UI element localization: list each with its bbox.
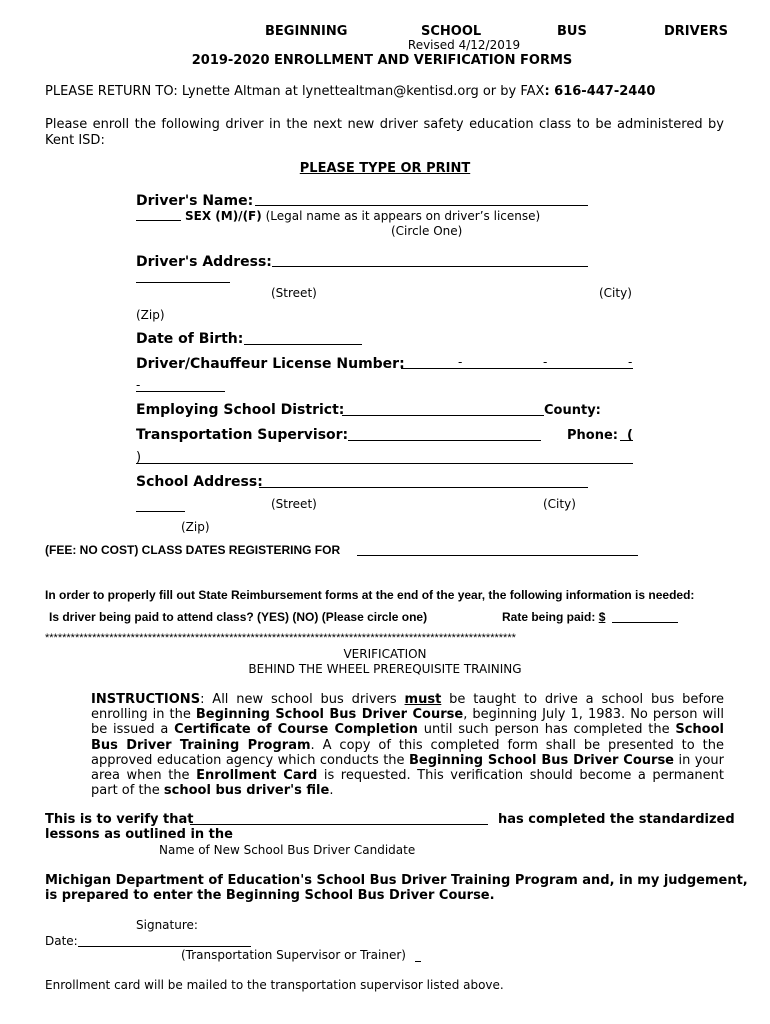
- school-street-caption: (Street): [271, 497, 317, 511]
- verification-title: VERIFICATION: [343, 647, 427, 661]
- signature-label: Signature:: [136, 918, 198, 932]
- supervisor-field[interactable]: [348, 440, 541, 441]
- instructions-training-program: School Bus Driver Training Program: [91, 722, 724, 753]
- instructions-text-6: in your area when the: [91, 752, 724, 784]
- school-address-field-cont[interactable]: [136, 511, 185, 512]
- license-label: Driver/Chauffeur License Number:: [136, 356, 405, 372]
- verify-suffix: has completed the standardized: [498, 812, 735, 827]
- rate-label: Rate being paid:: [502, 610, 599, 624]
- license-sep-2: -: [543, 355, 548, 369]
- address-zip-caption: (Zip): [136, 308, 165, 322]
- michigan-line-1: Michigan Department of Education's School Bus Driver Training Program and, in my judgement,: [45, 873, 748, 888]
- instructions-text-1: : All new school bus drivers: [200, 692, 405, 707]
- asterisk-divider: **************************************************************************************************************: [45, 632, 516, 644]
- verify-prefix: This is to verify that: [45, 812, 194, 827]
- drivers-name-label: Driver's Name:: [136, 193, 254, 209]
- fax-number: : 616-447-2440: [544, 84, 656, 99]
- circle-one-note: (Circle One): [391, 224, 463, 238]
- county-label: County:: [544, 403, 601, 418]
- address-street-caption: (Street): [271, 286, 317, 300]
- footer-note: Enrollment card will be mailed to the transportation supervisor listed above.: [45, 978, 504, 992]
- instructions-paragraph: [91, 692, 724, 798]
- verification-subtitle: BEHIND THE WHEEL PREREQUISITE TRAINING: [248, 662, 522, 676]
- address-city-caption: (City): [599, 286, 632, 300]
- michigan-line-2: is prepared to enter the Beginning School Bus Driver Course.: [45, 888, 495, 903]
- verify-line-2: lessons as outlined in the: [45, 827, 233, 842]
- drivers-name-field[interactable]: [255, 205, 588, 206]
- date-label: Date:: [45, 934, 78, 948]
- form-subtitle: 2019-2020 ENROLLMENT AND VERIFICATION FORMS: [191, 53, 573, 68]
- license-field[interactable]: [401, 368, 633, 369]
- instructions-text-4: until such person has completed the: [417, 722, 676, 738]
- title-word-2: SCHOOL: [421, 24, 482, 39]
- license-field-cont[interactable]: [136, 391, 225, 392]
- instructions-text-8: .: [329, 783, 334, 799]
- phone-close-paren: ): [136, 450, 142, 465]
- phone-label: Phone:: [567, 428, 618, 443]
- instructions-course-name-2: Beginning School Bus Driver Course: [409, 752, 674, 768]
- instructions-text-5: . A copy of this completed form shall be presented to the approved education agency which conducts the: [91, 737, 724, 768]
- school-zip-caption: (Zip): [181, 520, 210, 534]
- instructions-text-3: , beginning July 1, 1983. No person will be issued a: [91, 707, 724, 738]
- instructions-must: must: [404, 692, 442, 707]
- employing-district-label: Employing School District:: [136, 402, 345, 418]
- rate-field[interactable]: [612, 622, 678, 623]
- instructions-certificate: Certificate of Course Completion: [174, 722, 418, 738]
- candidate-name-field[interactable]: [190, 824, 488, 825]
- sex-label: SEX (M)/(F): [185, 209, 262, 223]
- class-dates-field[interactable]: [357, 555, 638, 556]
- drivers-address-label: Driver's Address:: [136, 254, 272, 270]
- dob-label: Date of Birth:: [136, 331, 244, 347]
- rate-line: [502, 610, 605, 625]
- title-word-3: BUS: [557, 24, 587, 39]
- drivers-address-field[interactable]: [272, 266, 588, 267]
- return-to-line: [45, 84, 655, 100]
- instructions-drivers-file: school bus driver's file: [163, 783, 330, 799]
- dob-field[interactable]: [244, 344, 362, 345]
- return-to-text: PLEASE RETURN TO: Lynette Altman at lynettealtman@kentisd.org or by FAX: [45, 84, 545, 99]
- paid-question: Is driver being paid to attend class? (YES) (NO) (Please circle one): [49, 610, 428, 624]
- instructions-course-name: Beginning School Bus Driver Course: [195, 707, 464, 723]
- license-sep-1: -: [458, 355, 463, 369]
- signer-caption-underline: [415, 961, 421, 962]
- school-address-field[interactable]: [259, 487, 588, 488]
- phone-open-paren: (: [627, 428, 633, 443]
- instructions-label: INSTRUCTIONS: [91, 692, 201, 707]
- drivers-address-field-cont[interactable]: [136, 282, 230, 283]
- license-sep-3: -: [628, 355, 633, 369]
- rate-dollar-sign: $: [598, 610, 606, 624]
- sex-line: [185, 209, 540, 224]
- employing-district-field[interactable]: [342, 415, 544, 416]
- instructions-enrollment-card: Enrollment Card: [196, 768, 318, 784]
- intro-paragraph: Please enroll the following driver in the next new driver safety education class to be administered by Kent ISD:: [45, 117, 724, 148]
- title-word-1: BEGINNING: [265, 24, 348, 39]
- supervisor-label: Transportation Supervisor:: [136, 427, 349, 443]
- school-address-label: School Address:: [136, 474, 263, 490]
- reimbursement-note: In order to properly fill out State Reimbursement forms at the end of the year, the following information is needed:: [45, 588, 695, 602]
- instructions-text-2: be taught to drive a school bus before enrolling in the: [91, 692, 724, 723]
- signer-caption: (Transportation Supervisor or Trainer): [181, 948, 406, 962]
- sex-field[interactable]: [136, 220, 181, 221]
- candidate-caption: Name of New School Bus Driver Candidate: [159, 843, 416, 857]
- license-sep-4: -: [136, 378, 141, 392]
- revised-date: Revised 4/12/2019: [407, 38, 521, 52]
- type-or-print-heading: PLEASE TYPE OR PRINT: [299, 161, 471, 176]
- legal-name-note: (Legal name as it appears on driver’s license): [265, 209, 541, 223]
- school-city-caption: (City): [543, 497, 576, 511]
- instructions-text-7: is requested. This verification should become a permanent part of the: [91, 768, 724, 799]
- title-word-4: DRIVERS: [664, 24, 728, 39]
- date-field[interactable]: [78, 946, 251, 947]
- fee-line: (FEE: NO COST) CLASS DATES REGISTERING FOR: [45, 543, 341, 557]
- phone-number-field[interactable]: [136, 463, 633, 464]
